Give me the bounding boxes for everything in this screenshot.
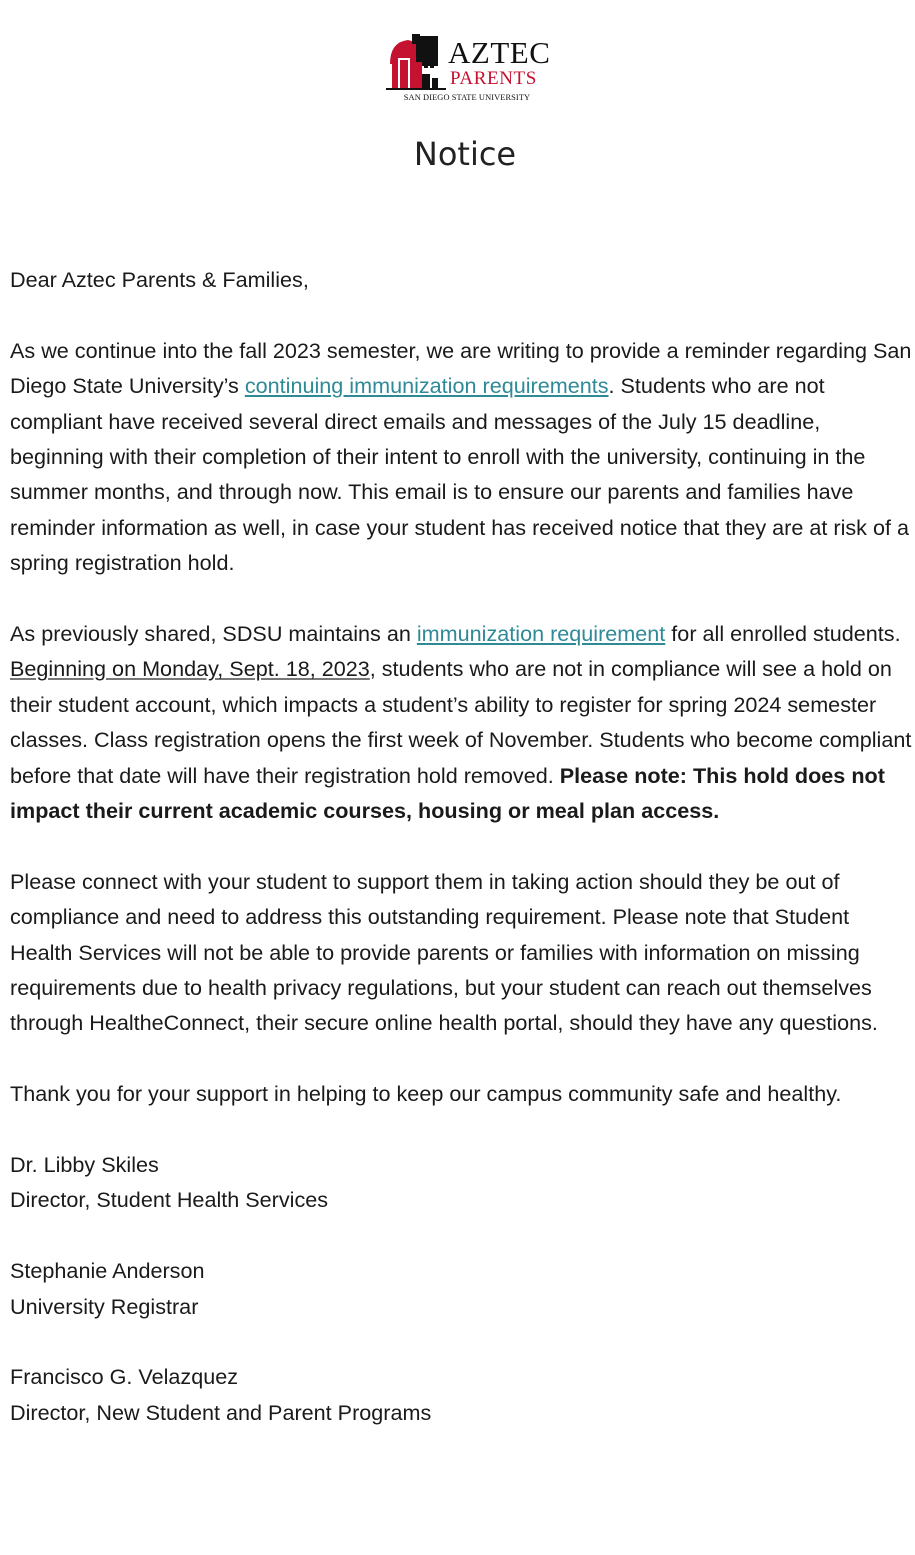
signature-name: Francisco G. Velazquez bbox=[10, 1364, 239, 1390]
signature-role: Director, New Student and Parent Programs bbox=[10, 1399, 432, 1425]
signature-1 bbox=[10, 1147, 915, 1218]
signature-role: University Registrar bbox=[10, 1293, 199, 1319]
paragraph-1-text-a: As we continue into the fall 2023 semester, we are writing to provide a reminder regarding San Diego State University’s bbox=[10, 337, 912, 399]
paragraph-4: Thank you for your support in helping to keep our campus community safe and healthy. bbox=[10, 1081, 842, 1107]
greeting: Dear Aztec Parents & Families, bbox=[10, 267, 309, 292]
signature-name: Stephanie Anderson bbox=[10, 1258, 205, 1284]
logo-aztec-text: AZTEC bbox=[448, 35, 551, 70]
paragraph-2-text-c: , students who are not in compliance will see a hold on their student account, which impacts a student’s ability to register for spring 2024 semester classes. Class registration opens the first week of November. Students who become compliant before that date will have their registration hold removed. bbox=[10, 656, 912, 788]
hold-note-bold: Please note: This hold does not impact their current academic courses, housing or meal plan access. bbox=[10, 762, 885, 824]
email-body bbox=[10, 262, 915, 1466]
logo-parents-text: PARENTS bbox=[450, 68, 537, 89]
logo-university-text: SAN DIEGO STATE UNIVERSITY bbox=[403, 93, 531, 102]
paragraph-2-text-b: for all enrolled students. bbox=[665, 621, 901, 647]
signature-name: Dr. Libby Skiles bbox=[10, 1152, 159, 1178]
email-header bbox=[0, 28, 915, 178]
hold-start-date: Beginning on Monday, Sept. 18, 2023 bbox=[10, 656, 370, 682]
page-title: Notice bbox=[413, 135, 517, 173]
immunization-requirement-link[interactable]: immunization requirement bbox=[416, 621, 666, 647]
signature-3 bbox=[10, 1359, 915, 1430]
signature-role: Director, Student Health Services bbox=[10, 1187, 329, 1213]
paragraph-1 bbox=[10, 333, 915, 581]
paragraph-3: Please connect with your student to support them in taking action should they be out of compliance and need to address this outstanding requirement. Please note that Student Health Services will not be able to provide parents or families with information on missing requirements due to health privacy regulations, but your student can reach out themselves through HealtheConnect, their secure online health portal, should they have any questions. bbox=[10, 868, 878, 1036]
signature-2 bbox=[10, 1253, 915, 1324]
paragraph-1-text-b: . Students who are not compliant have received several direct emails and messages of the July 15 deadline, beginning with their completion of their intent to enroll with the university, continuing in the summer months, and through now. This email is to ensure our parents and families have reminder information as well, in case your student has received notice that they are at risk of a spring registration hold. bbox=[10, 373, 909, 576]
aztec-parents-logo bbox=[384, 34, 550, 106]
paragraph-2-text-a: As previously shared, SDSU maintains an bbox=[10, 621, 417, 647]
paragraph-2 bbox=[10, 616, 915, 828]
campus-tower-icon bbox=[384, 34, 448, 92]
continuing-immunization-requirements-link[interactable]: continuing immunization requirements bbox=[244, 373, 609, 399]
